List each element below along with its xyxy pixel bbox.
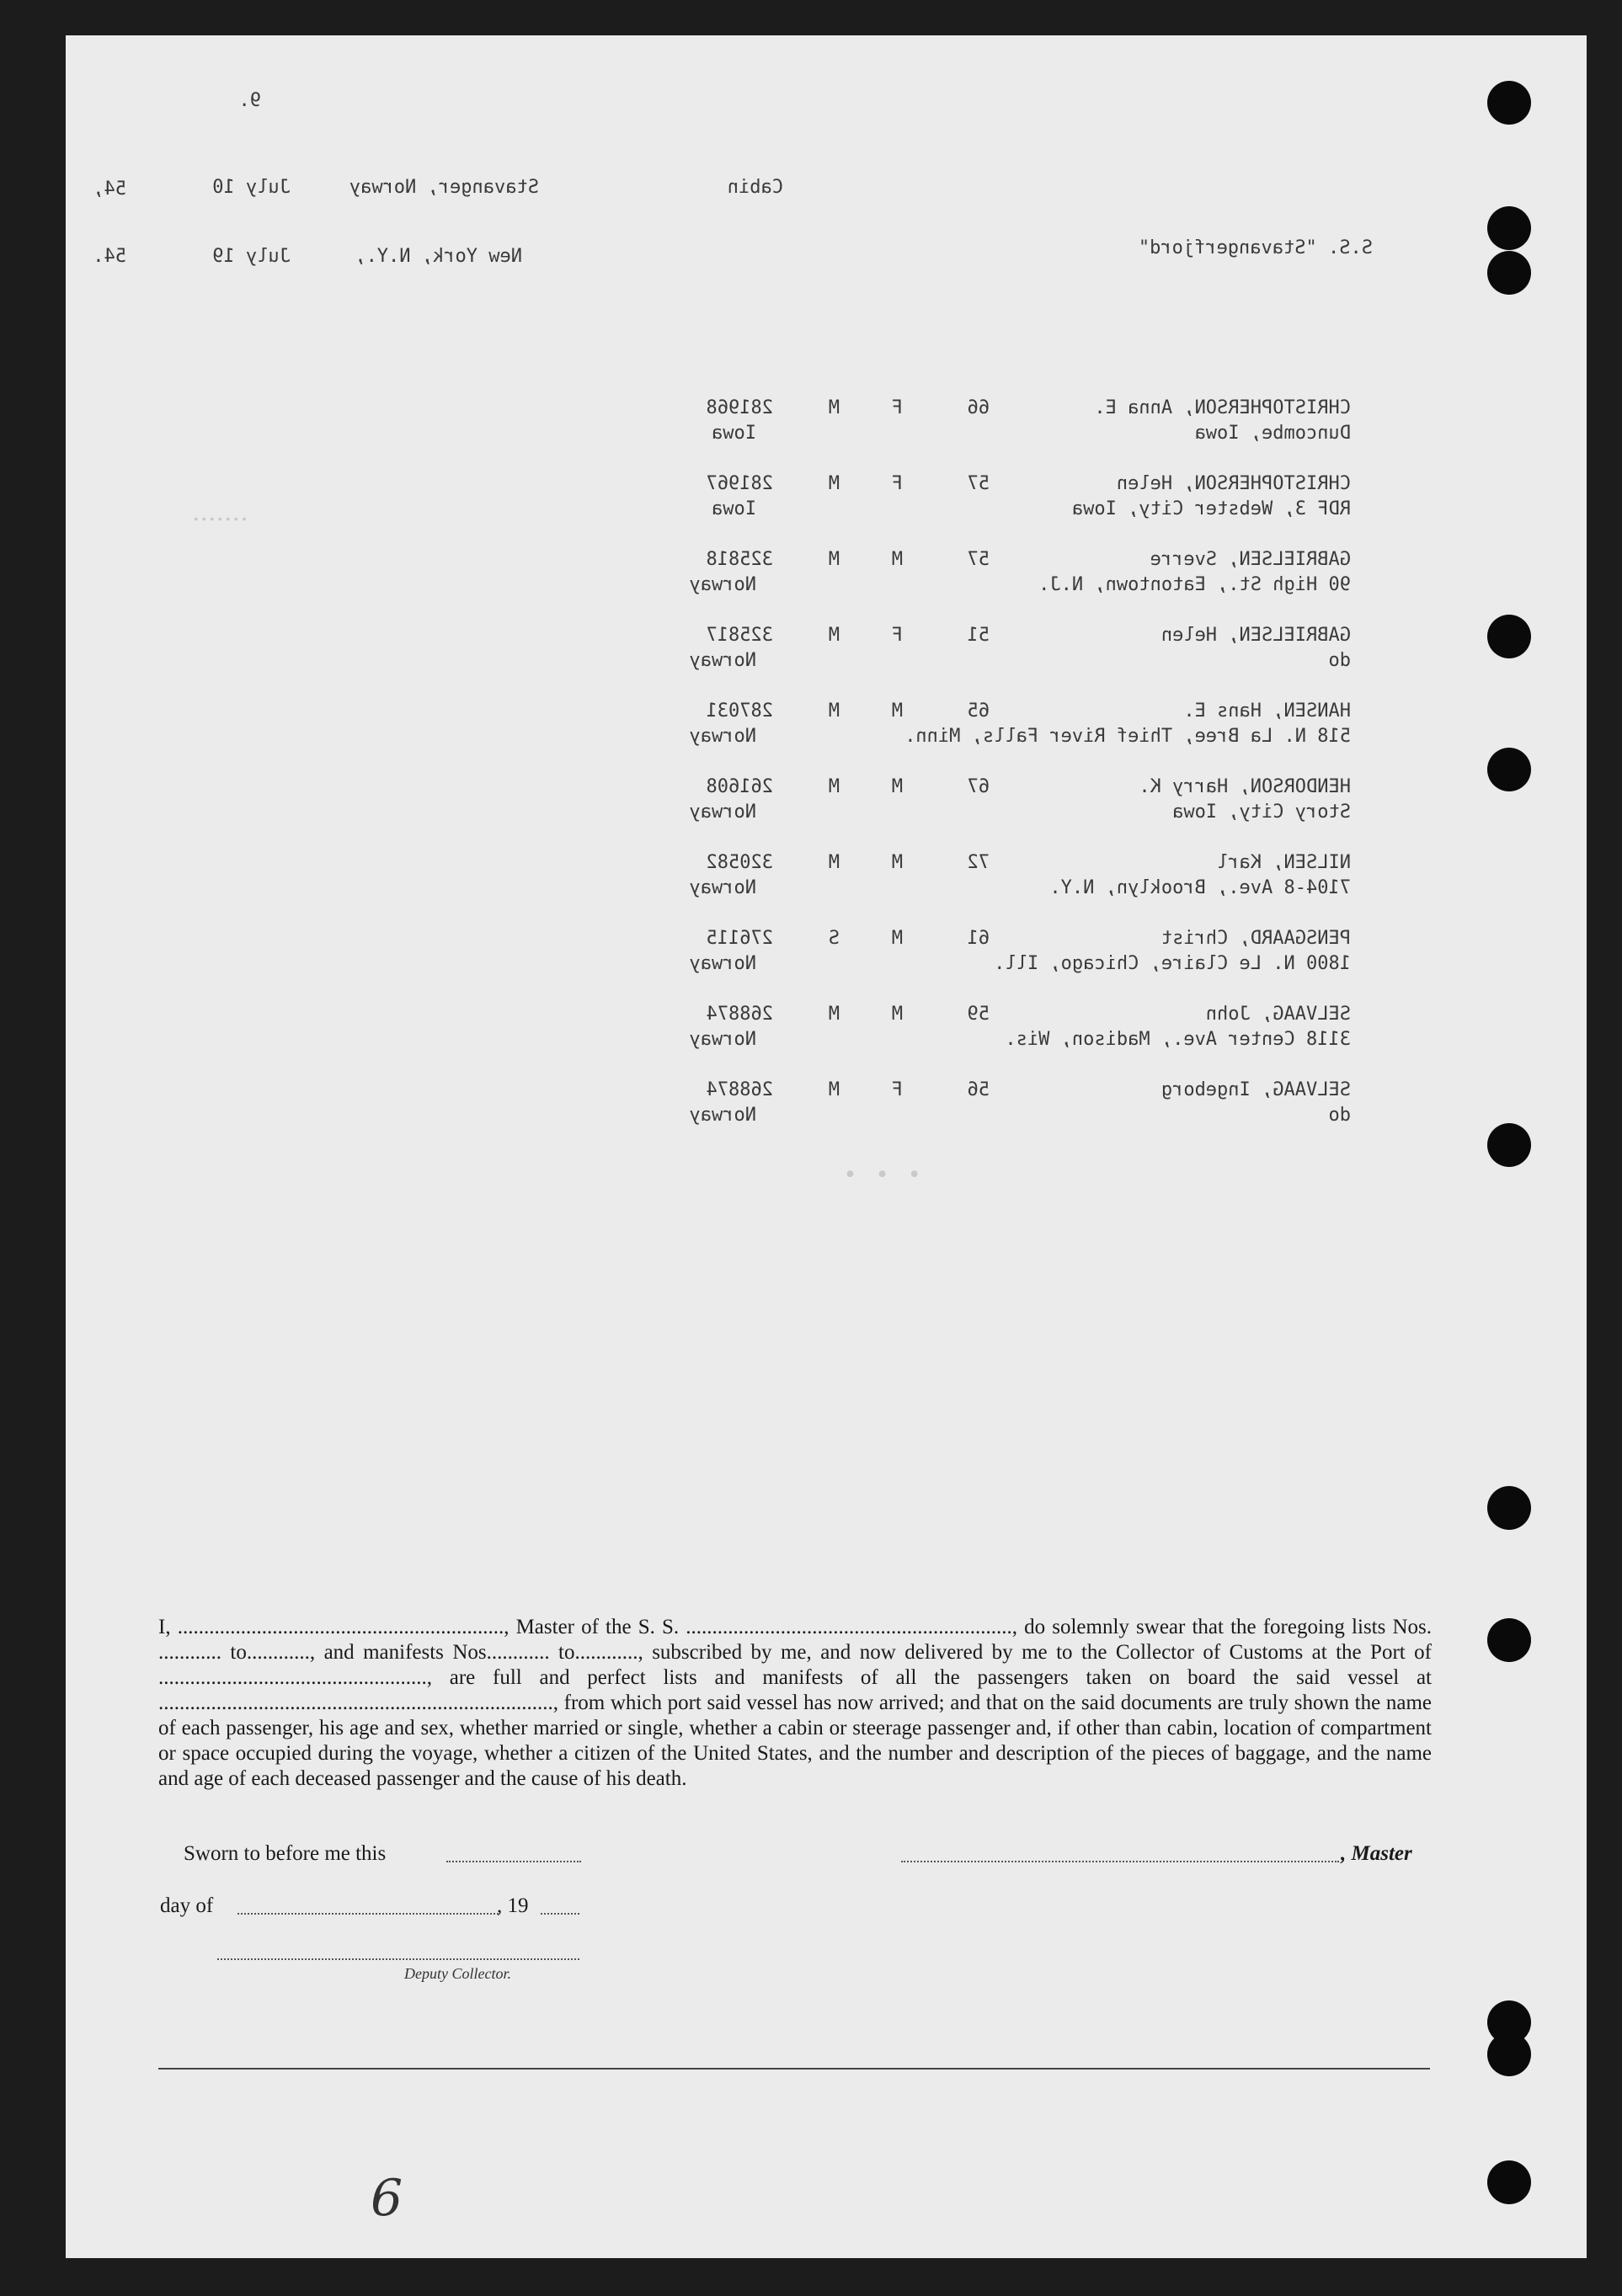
punch-hole — [1487, 1123, 1531, 1167]
passenger-status: M — [828, 1004, 840, 1025]
header-departure-date: July 10 — [212, 177, 291, 198]
passenger-address: do — [1328, 650, 1351, 671]
passenger-number: 261608 — [706, 776, 773, 797]
passenger-status: M — [828, 701, 840, 722]
handwritten-mark: 6 — [371, 2169, 403, 2228]
header-ship: S.S. "Stavangerfjord" — [1138, 237, 1373, 258]
day-of-line — [237, 1913, 499, 1915]
passenger-name: CHRISTOPHERSON, Anna E. — [1094, 397, 1351, 418]
passenger-status: M — [828, 549, 840, 570]
passenger-name: NILSEN, Karl — [1217, 852, 1351, 873]
passenger-name: PENSGAARD, Christ — [1160, 928, 1351, 949]
passenger-status: M — [828, 852, 840, 873]
passenger-age: 57 — [967, 549, 990, 570]
passenger-country: Norway — [689, 953, 756, 974]
passenger-name: GABRIELSEN, Helen — [1160, 625, 1351, 646]
year-line — [541, 1913, 579, 1915]
passenger-address: Duncombe, Iowa — [1194, 423, 1351, 444]
header-arrival-date: July 19 — [212, 246, 291, 267]
passenger-sex: M — [891, 852, 903, 873]
passenger-country: Iowa — [712, 498, 756, 519]
sworn-date-line — [446, 1861, 581, 1862]
passenger-address: Story City, Iowa — [1172, 802, 1351, 823]
passenger-sex: M — [891, 776, 903, 797]
oath-paragraph: I, .............................................................., Master of the S. S. .............................................................., do solemnly swear that the foregoing lists Nos. ............ to............, and manifests Nos............ to............, subscribed by me, and now delivered by me to the Collector of Customs at the Port of ..................................................., are full and perfect lists and manifests of all the passengers taken on board the said vessel at ..........................................................................., from which port said vessel has now arrived; and that on the said documents are truly shown the name of each passenger, his age and sex, whether married or single, whether a cabin or steerage passenger and, if other than cabin, location of compartment or space occupied during the voyage, whether a citizen of the United States, and the number and description of the pieces of baggage, and the name and age of each deceased passenger and the cause of his death. — [158, 1616, 1432, 1790]
punch-hole — [1487, 2032, 1531, 2076]
passenger-number: 325817 — [706, 625, 773, 646]
punch-hole — [1487, 2160, 1531, 2204]
passenger-address: 518 N. La Bree, Thief River Falls, Minn. — [904, 726, 1351, 747]
punch-hole — [1487, 251, 1531, 295]
year-prefix: , 19 — [497, 1894, 529, 1917]
passenger-address: RDF 3, Webster City, Iowa — [1071, 498, 1351, 519]
passenger-sex: M — [891, 928, 903, 949]
passenger-status: M — [828, 1079, 840, 1100]
passenger-age: 65 — [967, 701, 990, 722]
page-number: 9. — [238, 90, 261, 111]
passenger-country: Norway — [689, 1105, 756, 1126]
passenger-name: SELVAAG, Ingeborg — [1160, 1079, 1351, 1100]
passenger-address: 1800 N. Le Claire, Chicago, Ill. — [994, 953, 1351, 974]
passenger-number: 281967 — [706, 473, 773, 494]
header-arrival-port: New York, N.Y., — [355, 246, 522, 267]
passenger-status: M — [828, 625, 840, 646]
master-label: , Master — [1341, 1842, 1412, 1865]
passenger-address: 90 High St., Eatontown, N.J. — [1038, 574, 1351, 595]
punch-hole — [1487, 1618, 1531, 1662]
passenger-country: Norway — [689, 802, 756, 823]
passenger-sex: F — [891, 397, 903, 418]
passenger-number: 268874 — [706, 1079, 773, 1100]
passenger-age: 51 — [967, 625, 990, 646]
passenger-age: 61 — [967, 928, 990, 949]
passenger-age: 56 — [967, 1079, 990, 1100]
passenger-address: do — [1328, 1105, 1351, 1126]
punch-hole — [1487, 81, 1531, 125]
passenger-number: 281968 — [706, 397, 773, 418]
passenger-number: 276115 — [706, 928, 773, 949]
punch-hole — [1487, 1486, 1531, 1530]
passenger-number: 287031 — [706, 701, 773, 722]
passenger-sex: F — [891, 1079, 903, 1100]
bottom-rule — [158, 2068, 1430, 2070]
manifest-page — [66, 35, 1587, 2258]
passenger-status: M — [828, 473, 840, 494]
passenger-country: Norway — [689, 574, 756, 595]
passenger-status: M — [828, 776, 840, 797]
passenger-status: M — [828, 397, 840, 418]
passenger-country: Iowa — [712, 423, 756, 444]
passenger-sex: F — [891, 473, 903, 494]
sworn-label: Sworn to before me this — [184, 1842, 387, 1865]
passenger-sex: M — [891, 701, 903, 722]
bleed-through-mark: · · · — [842, 1145, 923, 1204]
passenger-age: 67 — [967, 776, 990, 797]
passenger-age: 72 — [967, 852, 990, 873]
punch-hole — [1487, 615, 1531, 658]
passenger-status: S — [828, 928, 840, 949]
passenger-age: 57 — [967, 473, 990, 494]
passenger-number: 320582 — [706, 852, 773, 873]
deputy-collector-label: Deputy Collector. — [404, 1965, 511, 1982]
master-signature-line — [901, 1861, 1339, 1862]
passenger-sex: M — [891, 549, 903, 570]
passenger-name: GABRIELSEN, Sverre — [1150, 549, 1351, 570]
passenger-sex: F — [891, 625, 903, 646]
header-class: Cabin — [727, 177, 783, 198]
passenger-name: HANSEN, Hans E. — [1183, 701, 1351, 722]
deputy-signature-line — [217, 1958, 579, 1960]
header-departure-year: 54, — [93, 178, 126, 200]
passenger-name: SELVAAG, John — [1205, 1004, 1351, 1025]
passenger-country: Norway — [689, 650, 756, 671]
punch-hole — [1487, 206, 1531, 250]
passenger-country: Norway — [689, 1029, 756, 1050]
passenger-sex: M — [891, 1004, 903, 1025]
passenger-address: 3118 Center Ave., Madison, Wis. — [1005, 1029, 1351, 1050]
day-of-label: day of — [160, 1894, 214, 1917]
passenger-country: Norway — [689, 726, 756, 747]
passenger-name: HENDORSON, Harry K. — [1139, 776, 1351, 797]
passenger-number: 325818 — [706, 549, 773, 570]
passenger-age: 66 — [967, 397, 990, 418]
passenger-address: 7104-8 Ave., Brooklyn, N.Y. — [1049, 877, 1351, 898]
passenger-age: 59 — [967, 1004, 990, 1025]
header-departure-port: Stavanger, Norway — [349, 177, 539, 198]
header-arrival-year: 54. — [93, 246, 126, 267]
passenger-name: CHRISTOPHERSON, Helen — [1116, 473, 1351, 494]
bleed-through-mark: ······· — [192, 505, 248, 535]
passenger-number: 268874 — [706, 1004, 773, 1025]
passenger-country: Norway — [689, 877, 756, 898]
punch-hole — [1487, 748, 1531, 791]
